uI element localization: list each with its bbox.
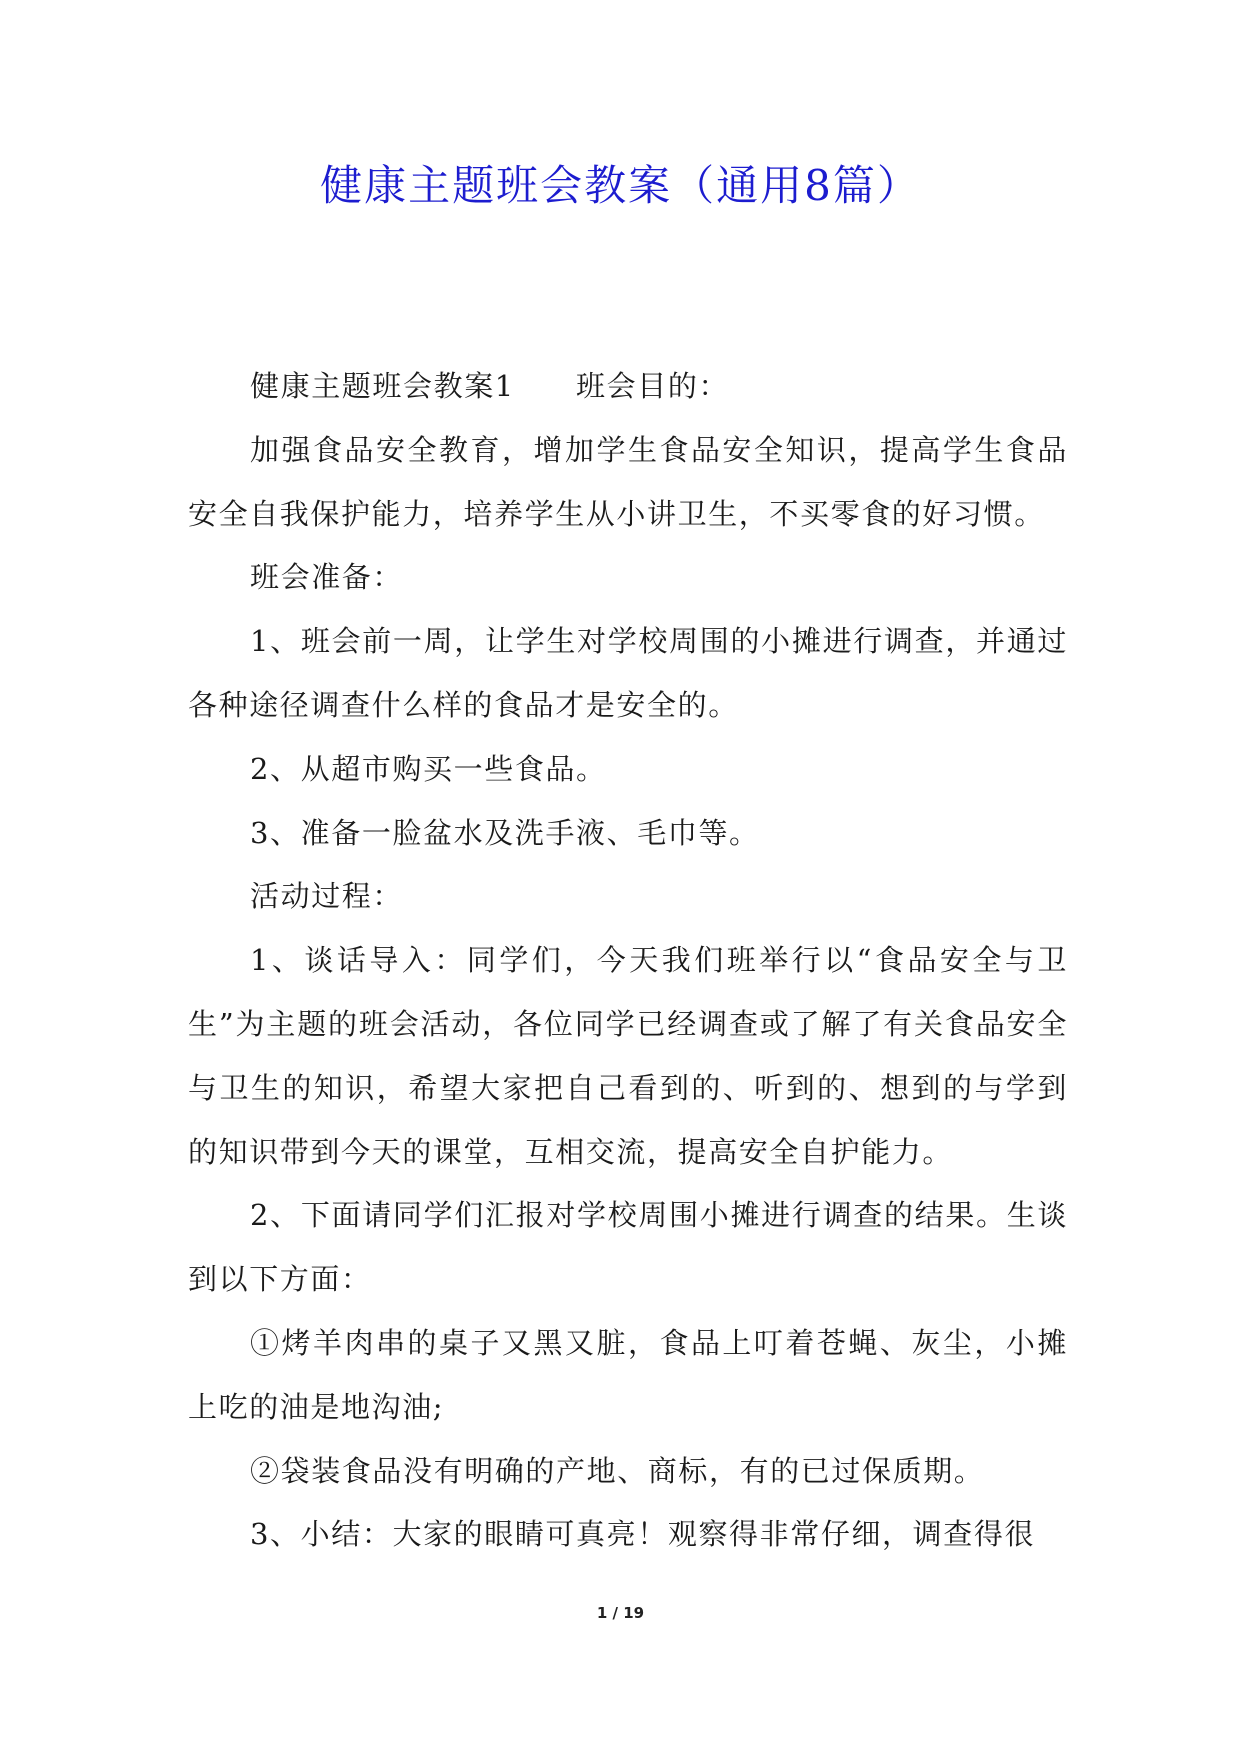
paragraph-9: 2、下面请同学们汇报对学校周围小摊进行调查的结果。生谈到以下方面：	[188, 1198, 1068, 1297]
paragraph-1: 健康主题班会教案1 班会目的：	[250, 369, 730, 403]
paragraph-7: 活动过程：	[250, 879, 404, 914]
paragraph-5: 2、从超市购买一些食品。	[250, 751, 607, 786]
document-title: 健康主题班会教案（通用8篇）	[320, 161, 921, 210]
paragraph-10: ①烤羊肉串的桌子又黑又脏，食品上叮着苍蝇、灰尘，小摊上吃的油是地沟油;	[188, 1325, 1068, 1424]
paragraph-4: 1、班会前一周，让学生对学校周围的小摊进行调查，并通过各种途径调查什么样的食品才是安全的。	[188, 624, 1068, 722]
page-number: 1 / 19	[596, 1604, 645, 1622]
paragraph-12: 3、小结：大家的眼睛可真亮！观察得非常仔细，调查得很	[250, 1517, 1036, 1552]
paragraph-11: ②袋装食品没有明确的产地、商标，有的已过保质期。	[250, 1453, 985, 1488]
paragraph-3: 班会准备：	[250, 560, 404, 595]
paragraph-8: 1、谈话导入：同学们，今天我们班举行以“食品安全与卫生”为主题的班会活动，各位同学已经调查或了解了有关食品安全与卫生的知识，希望大家把自己看到的、听到的、想到的与学到的知识带到今天的课堂，互相交流，提高安全自护能力。	[188, 943, 1068, 1169]
paragraph-6: 3、准备一脸盆水及洗手液、毛巾等。	[250, 815, 760, 850]
document-body	[188, 355, 1068, 1567]
paragraph-2: 加强食品安全教育，增加学生食品安全知识，提高学生食品安全自我保护能力，培养学生从小讲卫生，不买零食的好习惯。	[188, 432, 1068, 531]
